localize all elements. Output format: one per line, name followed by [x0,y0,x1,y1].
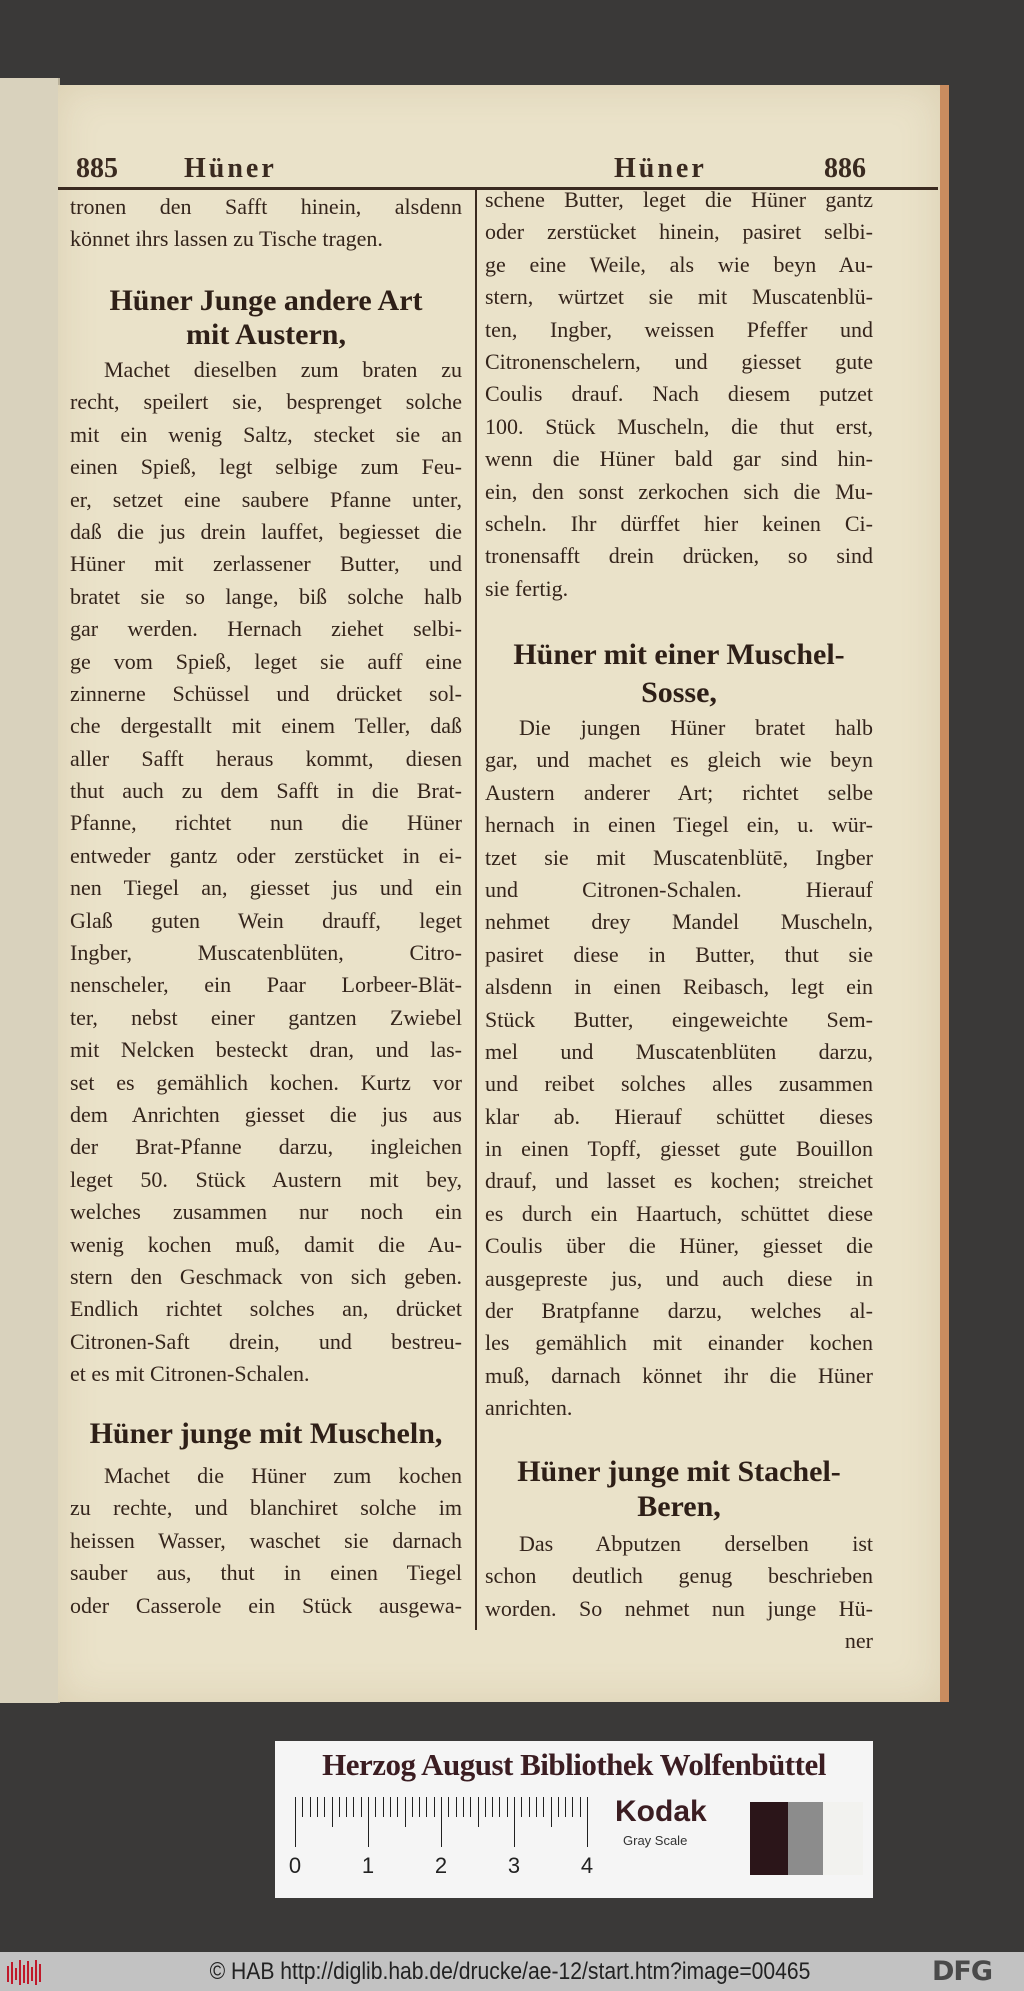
heading-line: Hüner junge mit Muscheln, [89,1417,443,1450]
ruler-minor-tick [492,1797,493,1817]
text-line: wenig kochen muß, damit die Au- [70,1231,462,1257]
ruler-minor-tick [485,1797,486,1817]
ruler-minor-tick [310,1797,311,1817]
ruler-minor-tick [419,1797,420,1817]
text-line: ner [844,1628,873,1653]
heading-line: Sosse, [641,676,717,709]
ruler-minor-tick [551,1797,552,1827]
text-line: Ingber, Muscatenblüten, Citro- [70,940,462,966]
text-line: set es gemählich kochen. Kurtz vor [70,1069,462,1095]
text-line: daß die jus drein lauffet, begiesset die [70,518,462,544]
right-page-number: 886 [824,153,866,184]
ruler-major-tick [368,1797,369,1847]
text-line: scheln. Ihr dürffet hier keinen Ci- [485,510,873,536]
text-line: ge vom Spieß, leget sie auff eine [70,648,462,674]
text-line: worden. So nehmet nun junge Hü- [485,1595,873,1621]
ruler-label: 1 [361,1853,375,1878]
ruler-minor-tick [383,1797,384,1817]
text-line: stern den Geschmack von sich geben. [70,1263,462,1289]
ruler-minor-tick [375,1797,376,1817]
text-line: ausgepreste jus, und auch diese in [485,1265,873,1291]
text-line: Coulis über die Hüner, giesset die [485,1233,873,1259]
ruler-minor-tick [361,1797,362,1817]
recipe-heading [70,1417,462,1451]
text-line: aller Safft heraus kommt, diesen [70,745,462,771]
text-line: sie fertig. [485,575,569,601]
text-line: hernach in einen Tiegel ein, u. wür- [485,812,873,838]
text-line: nehmet drey Mandel Muscheln, [485,909,873,935]
left-page-number: 885 [76,153,118,184]
text-line: ter, nebst einer gantzen Zwiebel [70,1004,462,1030]
text-line: Coulis drauf. Nach diesem putzet [485,381,873,407]
ruler-major-tick [514,1797,515,1847]
heading-line: Hüner junge mit Stachel- [517,1455,841,1488]
ruler-minor-tick [448,1797,449,1817]
text-line: könnet ihrs lassen zu Tische tragen. [70,226,383,252]
ruler-minor-tick [529,1797,530,1817]
text-paragraph [70,354,462,1391]
ruler-minor-tick [302,1797,303,1817]
text-line: tronen den Safft hinein, alsdenn [70,194,462,219]
text-line: er, setzet eine saubere Pfanne unter, [70,486,462,512]
text-line: gar werden. Hernach ziehet selbi- [70,616,462,642]
ruler-minor-tick [543,1797,544,1817]
text-line: schene Butter, leget die Hüner gantz [485,187,873,212]
text-line: Pfanne, richtet nun die Hüner [70,810,462,836]
ruler-minor-tick [507,1797,508,1817]
ruler-minor-tick [470,1797,471,1817]
text-line: Stück Butter, eingeweichte Sem- [485,1006,873,1032]
ruler-minor-tick [536,1797,537,1817]
ruler [275,1741,605,1898]
text-line: pasiret diese in Butter, thut sie [485,941,873,967]
footer-bar [0,1952,1024,1991]
text-line: einen Spieß, legt selbige zum Feu- [70,454,462,480]
ruler-minor-tick [478,1797,479,1827]
ruler-minor-tick [332,1797,333,1827]
text-line: Glaß guten Wein drauff, leget [70,907,462,933]
right-running-title: Hüner [614,153,707,184]
copyright-url[interactable]: © HAB http://diglib.hab.de/drucke/ae-12/start.htm?image=00465 [209,1958,811,1985]
text-line: zu rechte, und blanchiret solche im [70,1495,462,1521]
ruler-minor-tick [317,1797,318,1817]
text-line: ten, Ingber, weissen Pfeffer und [485,316,873,342]
text-line: ge eine Weile, als wie beyn Au- [485,251,873,277]
ruler-minor-tick [346,1797,347,1817]
ruler-minor-tick [580,1797,581,1817]
color-calibration-card [275,1741,873,1898]
text-line: und reibet solches alles zusammen [485,1071,873,1097]
text-line: tronensafft drein drücken, so sind [485,543,873,569]
text-paragraph [485,184,873,605]
text-line: alsdenn in einen Reibasch, legt ein [485,974,873,1000]
gray-scale-label: Gray Scale [623,1833,688,1848]
ruler-label: 0 [288,1853,302,1878]
text-line: Citronen-Saft drein, und bestreu- [70,1328,462,1354]
text-line: klar ab. Hierauf schüttet dieses [485,1103,873,1129]
hab-logo-icon [6,1958,46,1986]
ruler-label: 3 [507,1853,521,1878]
ruler-minor-tick [412,1797,413,1817]
ruler-minor-tick [434,1797,435,1817]
ruler-minor-tick [390,1797,391,1817]
text-line: nenscheler, ein Paar Lorbeer-Blät- [70,972,462,998]
text-line: der Brat-Pfanne darzu, ingleichen [70,1134,462,1160]
text-line: Austern anderer Art; richtet selbe [485,779,873,805]
text-paragraph [70,1460,462,1622]
text-line: drauf, und lasset es kochen; streichet [485,1168,873,1194]
ruler-minor-tick [558,1797,559,1817]
recipe-heading [70,284,462,352]
ruler-minor-tick [572,1797,573,1817]
text-line: bratet sie so lange, biß solche halb [70,583,462,609]
text-line: in einen Topff, giesset gute Bouillon [485,1136,873,1162]
text-paragraph [485,712,873,1425]
gray-patch-dark [750,1802,788,1875]
ruler-minor-tick [324,1797,325,1817]
text-line: Hüner mit zerlassener Butter, und [70,551,462,577]
text-line: et es mit Citronen-Schalen. [70,1361,310,1387]
text-paragraph [70,191,462,256]
text-line: anrichten. [485,1395,573,1421]
ruler-major-tick [587,1797,588,1847]
text-line: mit ein wenig Saltz, stecket sie an [70,421,462,447]
text-line: Endlich richtet solches an, drücket [70,1296,462,1322]
previous-page-edge [0,78,60,1703]
heading-line: Hüner mit einer Muschel- [513,638,845,671]
text-line: zinnerne Schüssel und drücket sol- [70,680,462,706]
text-line: dem Anrichten giesset die jus aus [70,1101,462,1127]
heading-line: mit Austern, [186,318,346,351]
dfg-logo: DFG [932,1956,993,1987]
heading-line: Beren, [637,1490,721,1523]
ruler-label: 4 [580,1853,594,1878]
text-line: oder zerstücket hinein, pasiret selbi- [485,219,873,245]
text-line: entweder gantz oder zerstücket in ei- [70,842,462,868]
text-line: tzet sie mit Muscatenblütē, Ingber [485,844,873,870]
left-running-title: Hüner [184,153,277,184]
text-line: und Citronen-Schalen. Hierauf [485,876,873,902]
heading-line: Hüner Junge andere Art [109,284,423,317]
text-line: stern, würtzet sie mit Muscatenblü- [485,284,873,310]
ruler-minor-tick [565,1797,566,1817]
text-paragraph [485,1528,873,1625]
catchword [485,1625,873,1657]
text-line: 100. Stück Muscheln, die thut erst, [485,413,873,439]
text-line: oder Casserole ein Stück ausgewa- [70,1592,462,1618]
text-line: sauber aus, thut in einen Tiegel [70,1560,462,1586]
kodak-brand: Kodak [615,1795,707,1828]
text-line: welches zusammen nur noch ein [70,1199,462,1225]
ruler-minor-tick [405,1797,406,1827]
ruler-minor-tick [521,1797,522,1817]
ruler-minor-tick [353,1797,354,1817]
text-line: Machet dieselben zum braten zu [104,357,462,382]
ruler-major-tick [295,1797,296,1847]
ruler-minor-tick [397,1797,398,1817]
text-line: leget 50. Stück Austern mit bey, [70,1166,462,1192]
text-line: recht, speilert sie, besprenget solche [70,389,462,415]
column-divider [475,190,477,1630]
text-line: es durch ein Haartuch, schüttet diese [485,1200,873,1226]
ruler-minor-tick [463,1797,464,1817]
library-name: Herzog August Bibliothek Wolfenbüttel [322,1747,826,1782]
text-line: Citronenschelern, und giesset gute [485,348,873,374]
ruler-minor-tick [456,1797,457,1817]
text-line: ein, den sonst zerkochen sich die Mu- [485,478,873,504]
text-line: nen Tiegel an, giesset jus und ein [70,875,462,901]
text-line: heissen Wasser, waschet sie darnach [70,1527,462,1553]
ruler-minor-tick [426,1797,427,1817]
text-line: mel und Muscatenblüten darzu, [485,1038,873,1064]
ruler-label: 2 [434,1853,448,1878]
gray-patch-light [823,1802,863,1875]
text-line: muß, darnach könnet ihr die Hüner [485,1362,873,1388]
ruler-minor-tick [339,1797,340,1817]
recipe-heading [485,1454,873,1524]
text-line: wenn die Hüner bald gar sind hin- [485,446,873,472]
text-line: mit Nelcken besteckt dran, und las- [70,1037,462,1063]
recipe-heading [485,636,873,712]
text-line: schon deutlich genug beschrieben [485,1563,873,1589]
ruler-minor-tick [499,1797,500,1817]
text-line: Das Abputzen derselben ist [519,1531,873,1556]
text-line: thut auch zu dem Safft in die Brat- [70,778,462,804]
ruler-major-tick [441,1797,442,1847]
text-line: der Bratpfanne darzu, welches al- [485,1298,873,1324]
page-edge [940,85,949,1702]
text-line: gar, und machet es gleich wie beyn [485,747,873,773]
text-line: Machet die Hüner zum kochen [104,1463,462,1488]
gray-patch-mid [788,1802,823,1875]
text-line: Die jungen Hüner bratet halb [519,715,873,740]
text-line: les gemählich mit einander kochen [485,1330,873,1356]
text-line: che dergestallt mit einem Teller, daß [70,713,462,739]
